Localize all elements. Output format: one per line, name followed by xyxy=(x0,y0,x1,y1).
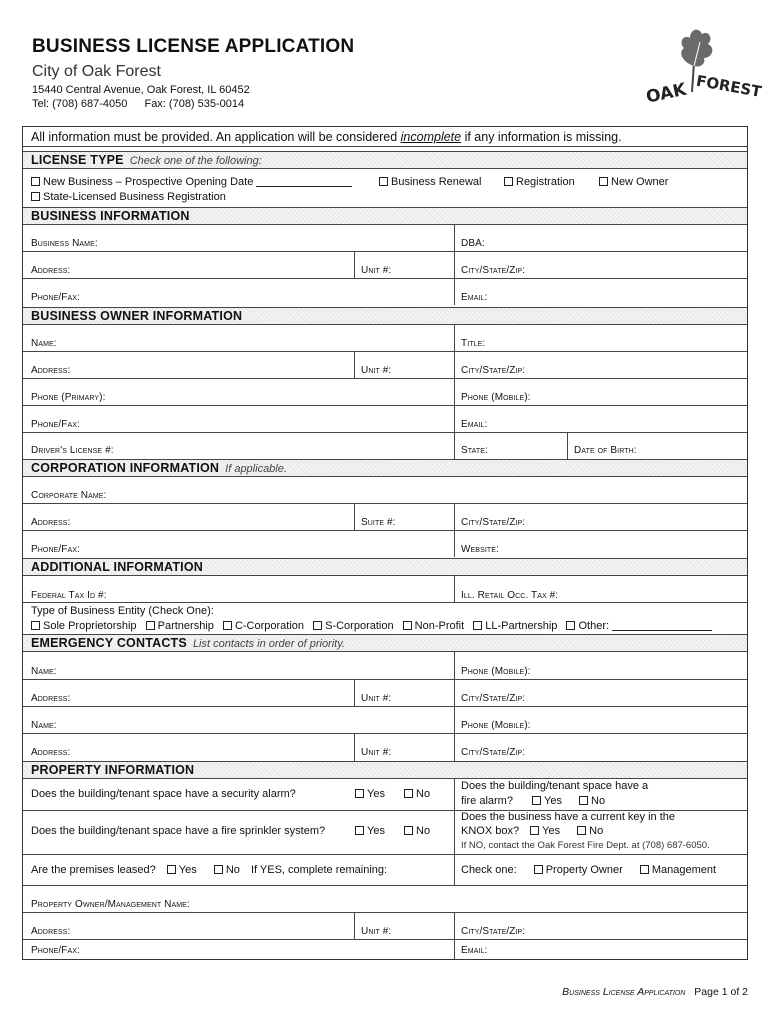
section-business-info xyxy=(23,207,747,225)
fire-alarm-question-2: fire alarm? xyxy=(461,795,513,807)
dba-field[interactable]: DBA: xyxy=(461,238,485,249)
entity-non-profit-label: Non-Profit xyxy=(414,620,465,632)
section-title xyxy=(31,153,262,167)
owner-info-title: BUSINESS OWNER INFORMATION xyxy=(31,309,243,323)
business-address-field[interactable]: Address: xyxy=(31,265,71,276)
knox-question-2: KNOX box? xyxy=(461,825,520,837)
corp-name-field[interactable]: Corporate Name: xyxy=(31,490,107,501)
city-name: City of Oak Forest xyxy=(32,63,161,80)
business-email-field[interactable]: Email: xyxy=(461,292,488,303)
owner-license-row xyxy=(23,433,747,459)
alarm-answers xyxy=(355,788,430,800)
business-phone-row xyxy=(23,279,747,306)
business-unit-field[interactable]: Unit #: xyxy=(361,265,392,276)
sprinkler-no[interactable] xyxy=(404,825,430,837)
additional-info-title: ADDITIONAL INFORMATION xyxy=(31,560,203,574)
alarm-row xyxy=(23,779,747,811)
management-label: Management xyxy=(651,864,717,876)
intro-row xyxy=(23,127,747,147)
owner-title-field[interactable]: Title: xyxy=(461,338,486,349)
section-owner-info xyxy=(23,307,747,325)
checkbox[interactable] xyxy=(31,192,40,201)
city-address: 15440 Central Avenue, Oak Forest, IL 60452 xyxy=(32,84,250,96)
license-new-owner-label: New Owner xyxy=(611,176,669,188)
license-renewal[interactable] xyxy=(379,176,482,188)
knox-note: If NO, contact the Oak Forest Fire Dept. at (708) 687-6050. xyxy=(461,840,710,851)
knox-no[interactable] xyxy=(577,825,603,837)
entity-type-label: Type of Business Entity (Check One): xyxy=(31,605,214,617)
opening-date-line[interactable] xyxy=(256,186,352,187)
property-address-field[interactable]: Address: xyxy=(31,926,71,937)
emergency-subtitle: List contacts in order of priority. xyxy=(192,638,345,650)
section-property xyxy=(23,761,747,779)
entity-c-corp[interactable] xyxy=(223,620,304,632)
entity-sole-label: Sole Proprietorship xyxy=(43,620,137,632)
entity-partnership-label: Partnership xyxy=(157,620,214,632)
fire-alarm-question-1: Does the building/tenant space have a xyxy=(461,780,649,792)
entity-sole[interactable] xyxy=(31,620,137,632)
property-unit-field[interactable]: Unit #: xyxy=(361,926,392,937)
owner-email-field[interactable]: Email: xyxy=(461,419,488,430)
fire-alarm-no[interactable] xyxy=(579,795,605,807)
checkbox[interactable] xyxy=(404,789,413,798)
section-title xyxy=(31,636,345,650)
owner-dob-field[interactable]: Date of Birth: xyxy=(574,445,637,456)
management-option[interactable] xyxy=(640,864,716,876)
license-new-owner[interactable] xyxy=(599,176,668,188)
section-corp-info xyxy=(23,459,747,477)
logo-text-oak: OAK xyxy=(644,79,689,108)
corp-info-title: CORPORATION INFORMATION xyxy=(31,461,220,475)
emergency2-address-row xyxy=(23,734,747,761)
entity-llp[interactable] xyxy=(473,620,557,632)
no-label: No xyxy=(589,825,604,837)
entity-s-corp[interactable] xyxy=(313,620,393,632)
federal-tax-field[interactable]: Federal Tax Id #: xyxy=(31,590,107,601)
emergency1-phone-field[interactable]: Phone (Mobile): xyxy=(461,666,531,677)
property-city-field[interactable]: City/State/Zip: xyxy=(461,926,526,937)
checkbox[interactable] xyxy=(504,177,513,186)
city-tel: Tel: (708) 687-4050 xyxy=(32,98,128,110)
owner-fax-field[interactable]: Phone/Fax: xyxy=(31,419,80,430)
property-owner-label: Property Owner xyxy=(545,864,623,876)
checkbox[interactable] xyxy=(355,826,364,835)
owner-name-field[interactable]: Name: xyxy=(31,338,57,349)
application-form xyxy=(22,126,748,960)
checkbox[interactable] xyxy=(566,621,575,630)
checkbox[interactable] xyxy=(313,621,322,630)
section-title xyxy=(31,461,287,475)
entity-c-corp-label: C-Corporation xyxy=(234,620,305,632)
license-type-title: LICENSE TYPE xyxy=(31,153,124,167)
emergency2-city-field[interactable]: City/State/Zip: xyxy=(461,747,526,758)
emergency2-phone-field[interactable]: Phone (Mobile): xyxy=(461,720,531,731)
business-name-row xyxy=(23,225,747,252)
owner-address-row xyxy=(23,352,747,379)
checkbox[interactable] xyxy=(146,621,155,630)
checkbox[interactable] xyxy=(534,865,543,874)
emergency1-name-field[interactable]: Name: xyxy=(31,666,57,677)
alarm-question: Does the building/tenant space have a security alarm? xyxy=(31,788,296,800)
license-state-licensed-label: State-Licensed Business Registration xyxy=(43,191,226,203)
fire-alarm-line-2 xyxy=(461,795,605,807)
yes-label: Yes xyxy=(542,825,561,837)
entity-other-line[interactable] xyxy=(612,630,712,631)
entity-partnership[interactable] xyxy=(146,620,214,632)
emergency1-address-row xyxy=(23,680,747,707)
owner-fax-row xyxy=(23,406,747,433)
corp-phone-field[interactable]: Phone/Fax: xyxy=(31,544,80,555)
emergency2-name-field[interactable]: Name: xyxy=(31,720,57,731)
sprinkler-row xyxy=(23,811,747,855)
entity-other-label: Other: xyxy=(578,620,610,632)
emergency-title: EMERGENCY CONTACTS xyxy=(31,636,187,650)
owner-phone-mobile-field[interactable]: Phone (Mobile): xyxy=(461,392,531,403)
emergency2-address-field[interactable]: Address: xyxy=(31,747,71,758)
property-phone-row xyxy=(23,940,747,959)
checkbox[interactable] xyxy=(532,796,541,805)
knox-line-2 xyxy=(461,825,603,837)
corp-city-field[interactable]: City/State/Zip: xyxy=(461,517,526,528)
emergency2-name-row xyxy=(23,707,747,734)
owner-mgmt-name-row xyxy=(23,886,747,913)
business-city-field[interactable]: City/State/Zip: xyxy=(461,265,526,276)
alarm-no[interactable] xyxy=(404,788,430,800)
license-type-subtitle: Check one of the following: xyxy=(129,155,262,167)
sprinkler-answers xyxy=(355,825,430,837)
city-phone-fax xyxy=(32,98,258,110)
owner-city-field[interactable]: City/State/Zip: xyxy=(461,365,526,376)
checkbox[interactable] xyxy=(379,177,388,186)
intro-text xyxy=(31,130,622,144)
emergency2-unit-field[interactable]: Unit #: xyxy=(361,747,392,758)
checkbox[interactable] xyxy=(599,177,608,186)
corp-address-field[interactable]: Address: xyxy=(31,517,71,528)
corp-name-row xyxy=(23,477,747,504)
sprinkler-yes[interactable] xyxy=(355,825,385,837)
business-phone-field[interactable]: Phone/Fax: xyxy=(31,292,80,303)
section-emergency xyxy=(23,634,747,652)
checkbox[interactable] xyxy=(473,621,482,630)
sprinkler-question: Does the building/tenant space have a fire sprinkler system? xyxy=(31,825,326,837)
checkbox[interactable] xyxy=(403,621,412,630)
entity-s-corp-label: S-Corporation xyxy=(325,620,394,632)
checkbox[interactable] xyxy=(31,177,40,186)
yes-label: Yes xyxy=(544,795,562,807)
entity-options xyxy=(31,620,712,632)
property-email-field[interactable]: Email: xyxy=(461,945,488,956)
business-name-field[interactable]: Business Name: xyxy=(31,238,98,249)
page-footer xyxy=(562,986,748,998)
oak-forest-logo xyxy=(640,22,763,112)
emergency1-city-field[interactable]: City/State/Zip: xyxy=(461,693,526,704)
entity-non-profit[interactable] xyxy=(403,620,465,632)
leased-question: Are the premises leased? xyxy=(31,864,156,876)
property-address-row xyxy=(23,913,747,940)
leased-yes[interactable] xyxy=(167,864,197,876)
yes-label: Yes xyxy=(367,825,385,837)
form-title: BUSINESS LICENSE APPLICATION xyxy=(32,36,355,57)
checkbox[interactable] xyxy=(167,865,176,874)
leased-no[interactable] xyxy=(214,864,240,876)
license-new-business-label: New Business – Prospective Opening Date xyxy=(43,176,254,188)
business-info-title: BUSINESS INFORMATION xyxy=(31,209,190,223)
leased-if-yes: If YES, complete remaining: xyxy=(250,864,388,876)
checkbox[interactable] xyxy=(530,826,539,835)
emergency1-name-row xyxy=(23,652,747,680)
owner-license-field[interactable]: Driver's License #: xyxy=(31,445,114,456)
emergency1-unit-field[interactable]: Unit #: xyxy=(361,693,392,704)
emergency1-address-field[interactable]: Address: xyxy=(31,693,71,704)
owner-mgmt-name-field[interactable]: Property Owner/Management Name: xyxy=(31,899,190,910)
checkbox[interactable] xyxy=(223,621,232,630)
yes-label: Yes xyxy=(178,864,197,876)
corp-address-row xyxy=(23,504,747,531)
license-registration-label: Registration xyxy=(516,176,575,188)
knox-question-1: Does the business have a current key in the xyxy=(461,811,676,823)
fire-alarm-yes[interactable] xyxy=(532,795,562,807)
business-address-row xyxy=(23,252,747,279)
checkbox[interactable] xyxy=(214,865,223,874)
checkbox[interactable] xyxy=(579,796,588,805)
leased-question-line xyxy=(31,864,387,876)
corp-phone-row xyxy=(23,531,747,558)
city-fax: Fax: (708) 535-0014 xyxy=(144,98,245,110)
no-label: No xyxy=(416,788,431,800)
check-one-label: Check one: xyxy=(461,864,517,876)
footer-page-number: Page 1 of 2 xyxy=(694,986,748,998)
license-renewal-label: Business Renewal xyxy=(391,176,482,188)
leased-row xyxy=(23,855,747,886)
section-additional-info xyxy=(23,558,747,576)
owner-phone-primary-field[interactable]: Phone (Primary): xyxy=(31,392,106,403)
ill-retail-field[interactable]: Ill. Retail Occ. Tax #: xyxy=(461,590,559,601)
property-phone-field[interactable]: Phone/Fax: xyxy=(31,945,80,956)
owner-state-field[interactable]: State: xyxy=(461,445,488,456)
entity-llp-label: LL-Partnership xyxy=(485,620,558,632)
corp-info-subtitle: If applicable. xyxy=(225,463,287,475)
check-one-line xyxy=(461,864,716,876)
no-label: No xyxy=(225,864,240,876)
owner-name-row xyxy=(23,325,747,352)
tax-row xyxy=(23,576,747,603)
footer-form-name: Business License Application xyxy=(562,986,686,998)
checkbox[interactable] xyxy=(577,826,586,835)
alarm-yes[interactable] xyxy=(355,788,385,800)
no-label: No xyxy=(591,795,606,807)
owner-phone-row xyxy=(23,379,747,406)
license-state-licensed[interactable] xyxy=(31,191,226,203)
corp-suite-field[interactable]: Suite #: xyxy=(361,517,396,528)
checkbox[interactable] xyxy=(31,621,40,630)
owner-unit-field[interactable]: Unit #: xyxy=(361,365,392,376)
property-owner-option[interactable] xyxy=(534,864,623,876)
corp-website-field[interactable]: Website: xyxy=(461,544,499,555)
license-registration[interactable] xyxy=(504,176,575,188)
checkbox[interactable] xyxy=(355,789,364,798)
entity-other[interactable] xyxy=(566,620,712,632)
logo-text-forest: FOREST xyxy=(694,71,763,101)
section-license-type xyxy=(23,151,747,169)
intro-before: All information must be provided. An application will be considered xyxy=(31,130,401,144)
intro-after: if any information is missing. xyxy=(461,130,622,144)
intro-emphasis: incomplete xyxy=(400,130,462,144)
checkbox[interactable] xyxy=(404,826,413,835)
owner-address-field[interactable]: Address: xyxy=(31,365,71,376)
checkbox[interactable] xyxy=(640,865,649,874)
property-title: PROPERTY INFORMATION xyxy=(31,763,195,777)
yes-label: Yes xyxy=(367,788,385,800)
no-label: No xyxy=(416,825,431,837)
license-new-business[interactable] xyxy=(31,176,352,188)
knox-yes[interactable] xyxy=(530,825,560,837)
